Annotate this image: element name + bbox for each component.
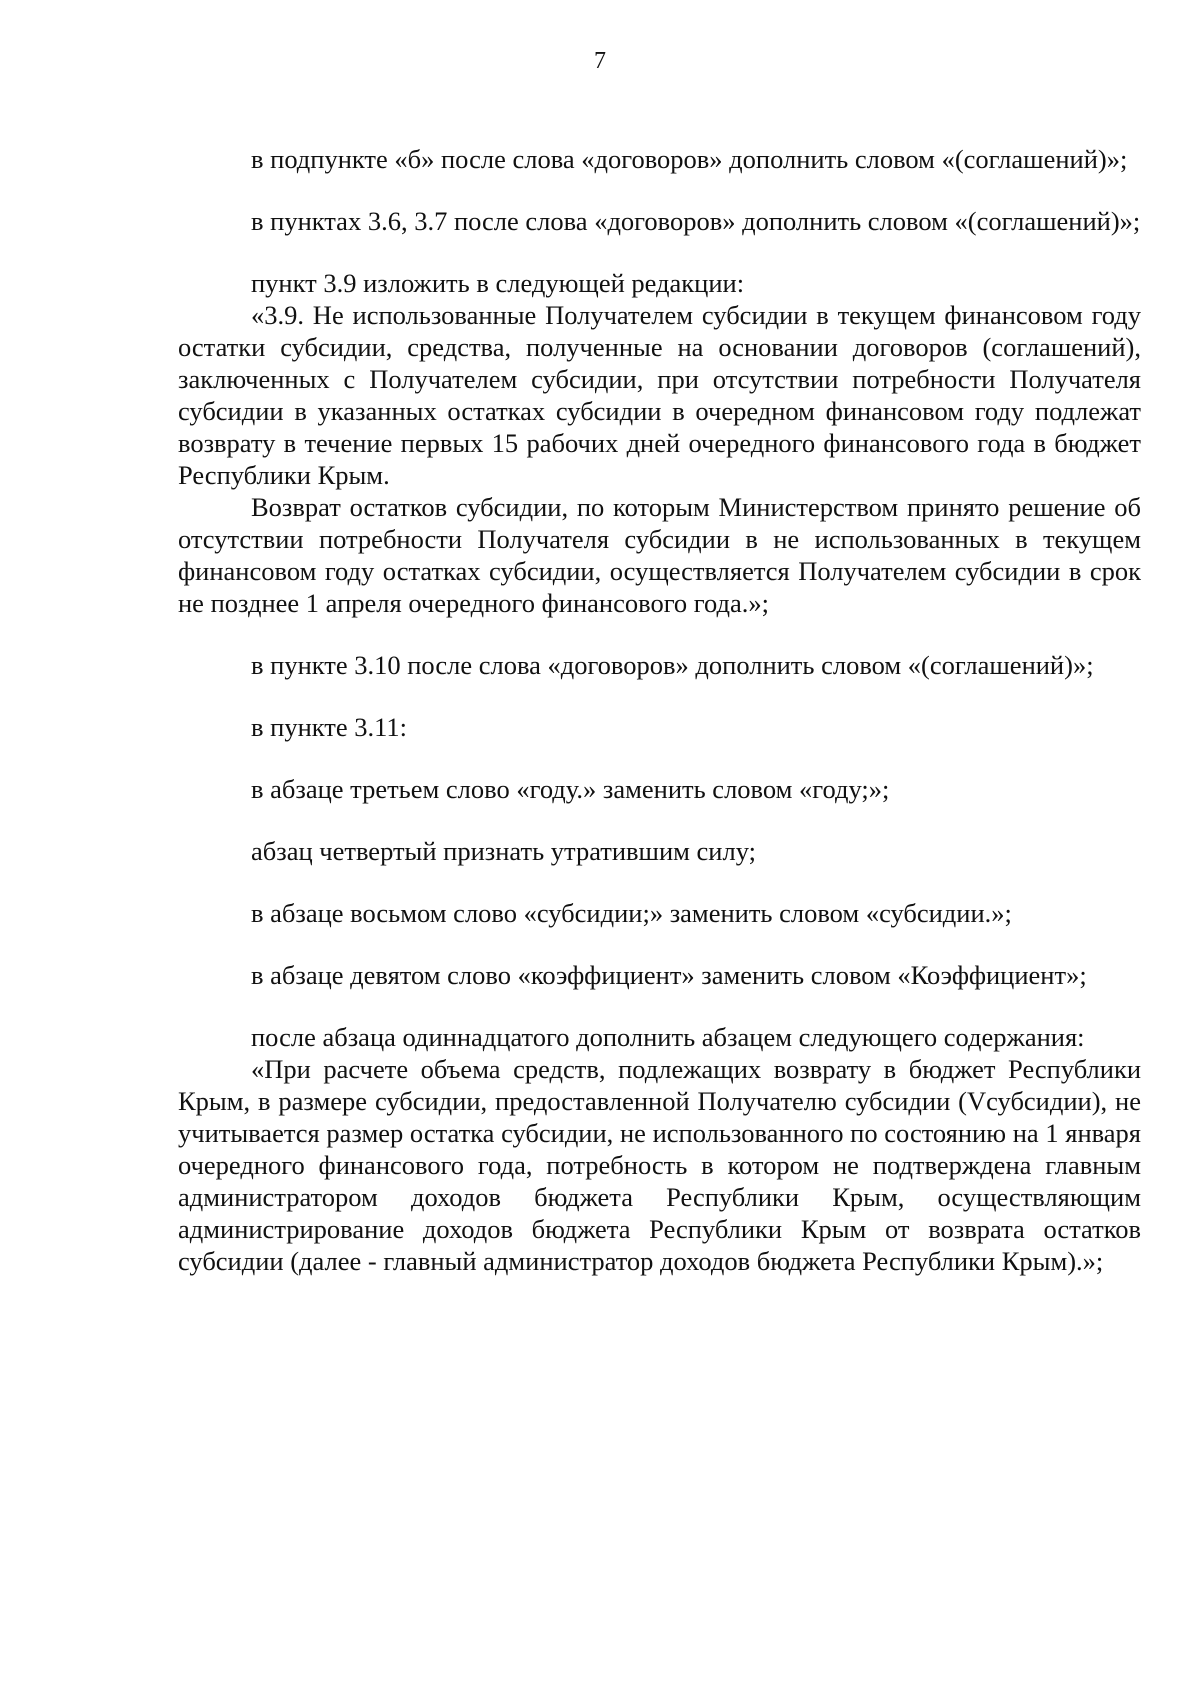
paragraph: в пунктах 3.6, 3.7 после слова «договоров» дополнить словом «(соглашений)»; xyxy=(251,206,1141,236)
paragraph: «3.9. Не использованные Получателем субсидии в текущем финансовом году остатки субсидии, средства, полученные на основании договоров (соглашений), заключенных с Получателем субсидии, при отсутствии потребности Получателя субсидии в указанных остатках субсидии в очередном финансовом году подлежат возврату в течение первых 15 рабочих дней очередного финансового года в бюджет Республики Крым. xyxy=(178,300,1141,490)
paragraph: в подпункте «б» после слова «договоров» дополнить словом «(соглашений)»; xyxy=(251,144,1128,174)
paragraph: в пункте 3.10 после слова «договоров» дополнить словом «(соглашений)»; xyxy=(251,650,1094,680)
page-number: 7 xyxy=(594,48,606,74)
paragraph: пункт 3.9 изложить в следующей редакции: xyxy=(251,268,745,298)
paragraph: в абзаце третьем слово «году.» заменить словом «году;»; xyxy=(251,774,890,804)
paragraph: абзац четвертый признать утратившим силу; xyxy=(251,836,756,866)
paragraph: «При расчете объема средств, подлежащих возврату в бюджет Республики Крым, в размере субсидии, предоставленной Получателю субсидии (Vсубсидии), не учитывается размер остатка субсидии, не использованного по состоянию на 1 января очередного финансового года, потребность в котором не подтверждена главным администратором доходов бюджета Республики Крым, осуществляющим администрирование доходов бюджета Республики Крым от возврата остатков субсидии (далее - главный администратор доходов бюджета Республики Крым).»; xyxy=(178,1054,1141,1276)
paragraph: после абзаца одиннадцатого дополнить абзацем следующего содержания: xyxy=(251,1022,1085,1052)
paragraph: Возврат остатков субсидии, по которым Министерством принято решение об отсутствии потребности Получателя субсидии в не использованных в текущем финансовом году остатках субсидии, осуществляется Получателем субсидии в срок не позднее 1 апреля очередного финансового года.»; xyxy=(178,492,1141,618)
paragraph: в абзаце восьмом слово «субсидии;» заменить словом «субсидии.»; xyxy=(251,898,1012,928)
document-body xyxy=(178,143,1141,1277)
paragraph: в абзаце девятом слово «коэффициент» заменить словом «Коэффициент»; xyxy=(251,960,1087,990)
paragraph: в пункте 3.11: xyxy=(251,712,407,742)
